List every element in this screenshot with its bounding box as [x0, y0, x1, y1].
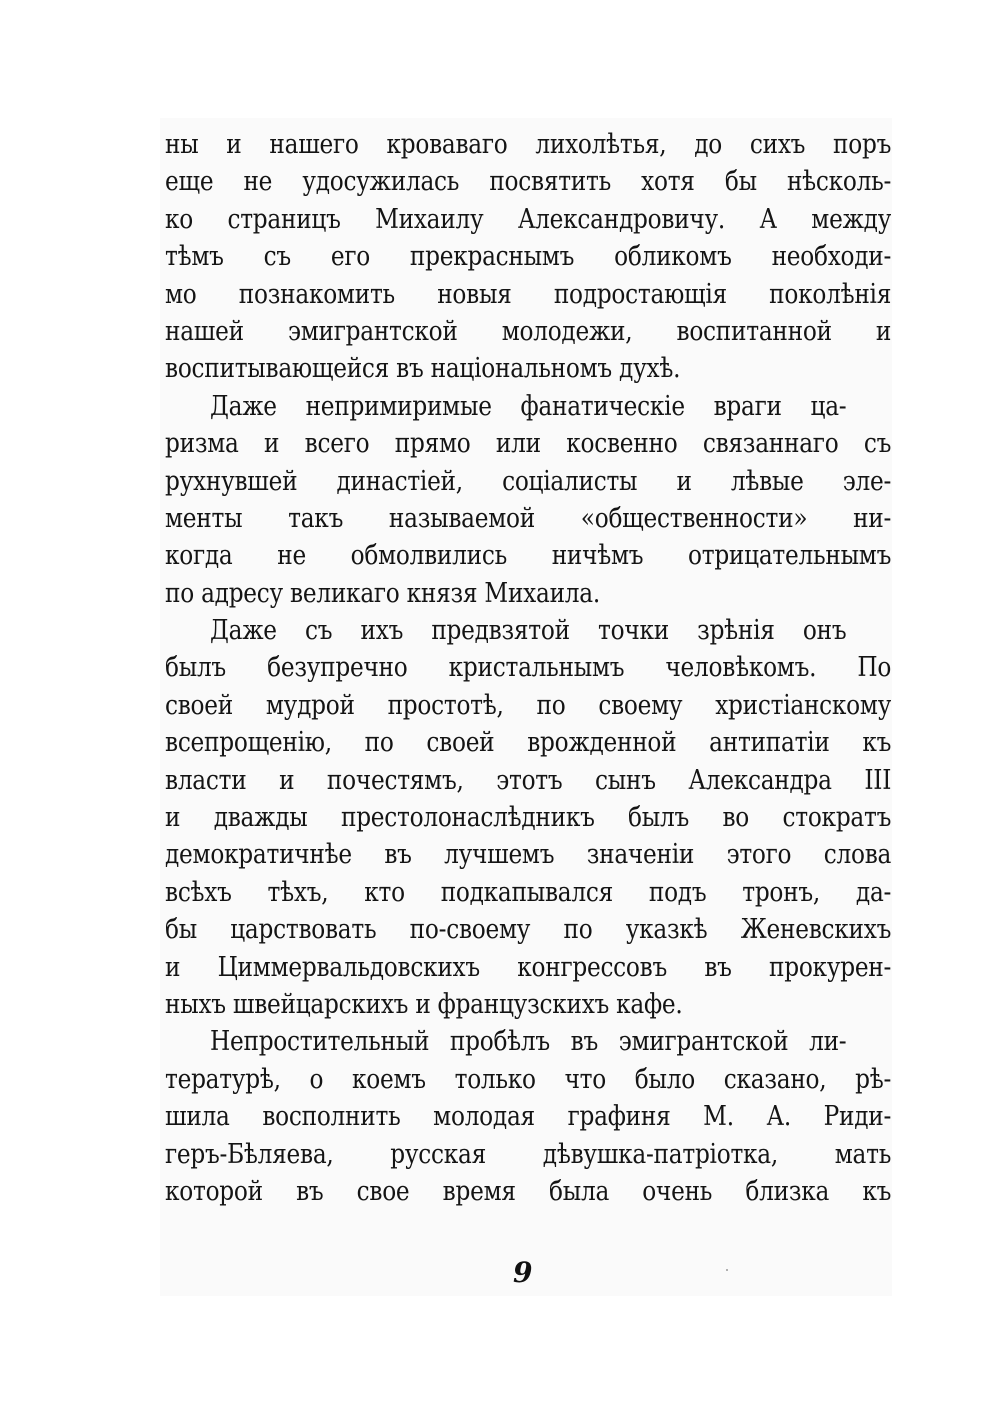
text-line: мо познакомить новыя подростающія поколѣнія: [165, 278, 891, 310]
text-line: тѣмъ съ его прекраснымъ обликомъ необходи-: [165, 241, 891, 273]
text-line: былъ безупречно кристальнымъ человѣкомъ. По: [165, 652, 891, 684]
text-line: шила восполнить молодая графиня М. А. Риди-: [165, 1101, 891, 1133]
text-line: геръ-Бѣляева, русская дѣвушка-патріотка, мать: [165, 1138, 891, 1170]
text-line: воспитывающейся въ національномъ духѣ.: [165, 353, 681, 385]
text-line: ризма и всего прямо или косвенно связаннаго съ: [165, 428, 891, 460]
text-line: Даже непримиримые фанатическіе враги ца-: [210, 390, 847, 422]
scan-speck: [726, 1269, 728, 1271]
text-line: и Циммервальдовскихъ конгрессовъ въ прокурен-: [165, 951, 891, 983]
text-line: власти и почестямъ, этотъ сынъ Александра III: [165, 764, 891, 796]
paragraph-4: [165, 1023, 891, 1210]
text-line: нашей эмигрантской молодежи, воспитанной и: [165, 315, 891, 347]
text-line: которой въ свое время была очень близка къ: [165, 1175, 891, 1207]
text-line: ны и нашего кроваваго лихолѣтья, до сихъ поръ: [165, 129, 891, 160]
text-line: и дважды престолонаслѣдникъ былъ во стократъ: [165, 802, 891, 834]
paragraph-2: [165, 388, 891, 612]
paragraph-3: [165, 612, 891, 1023]
text-line: рухнувшей династіей, соціалисты и лѣвые эле-: [165, 465, 891, 497]
body-text: [165, 126, 891, 1210]
text-line: менты такъ называемой «общественности» ни-: [165, 502, 891, 534]
text-line: тературѣ, о коемъ только что было сказано, рѣ-: [165, 1063, 891, 1095]
page-number: 9: [513, 1256, 533, 1289]
text-line: ко страницъ Михаилу Александровичу. А между: [165, 203, 891, 235]
text-line: Даже съ ихъ предвзятой точки зрѣнія онъ: [210, 615, 847, 647]
text-line: всепрощенію, по своей врожденной антипатіи къ: [165, 727, 891, 759]
text-line: всѣхъ тѣхъ, кто подкапывался подъ тронъ, да-: [165, 876, 891, 908]
text-line: по адресу великаго князя Михаила.: [165, 577, 601, 609]
text-line: ныхъ швейцарскихъ и французскихъ кафе.: [165, 988, 683, 1020]
paragraph-1: [165, 126, 891, 388]
text-line: бы царствовать по-своему по указкѣ Женевскихъ: [165, 914, 891, 946]
text-line: Непростительный пробѣлъ въ эмигрантской ли-: [210, 1026, 847, 1058]
text-line: демократичнѣе въ лучшемъ значеніи этого слова: [165, 839, 891, 871]
text-line: когда не обмолвились ничѣмъ отрицательнымъ: [165, 540, 891, 572]
text-line: своей мудрой простотѣ, по своему христіанскому: [165, 689, 891, 721]
text-line: еще не удосужилась посвятить хотя бы нѣсколь-: [165, 166, 891, 198]
